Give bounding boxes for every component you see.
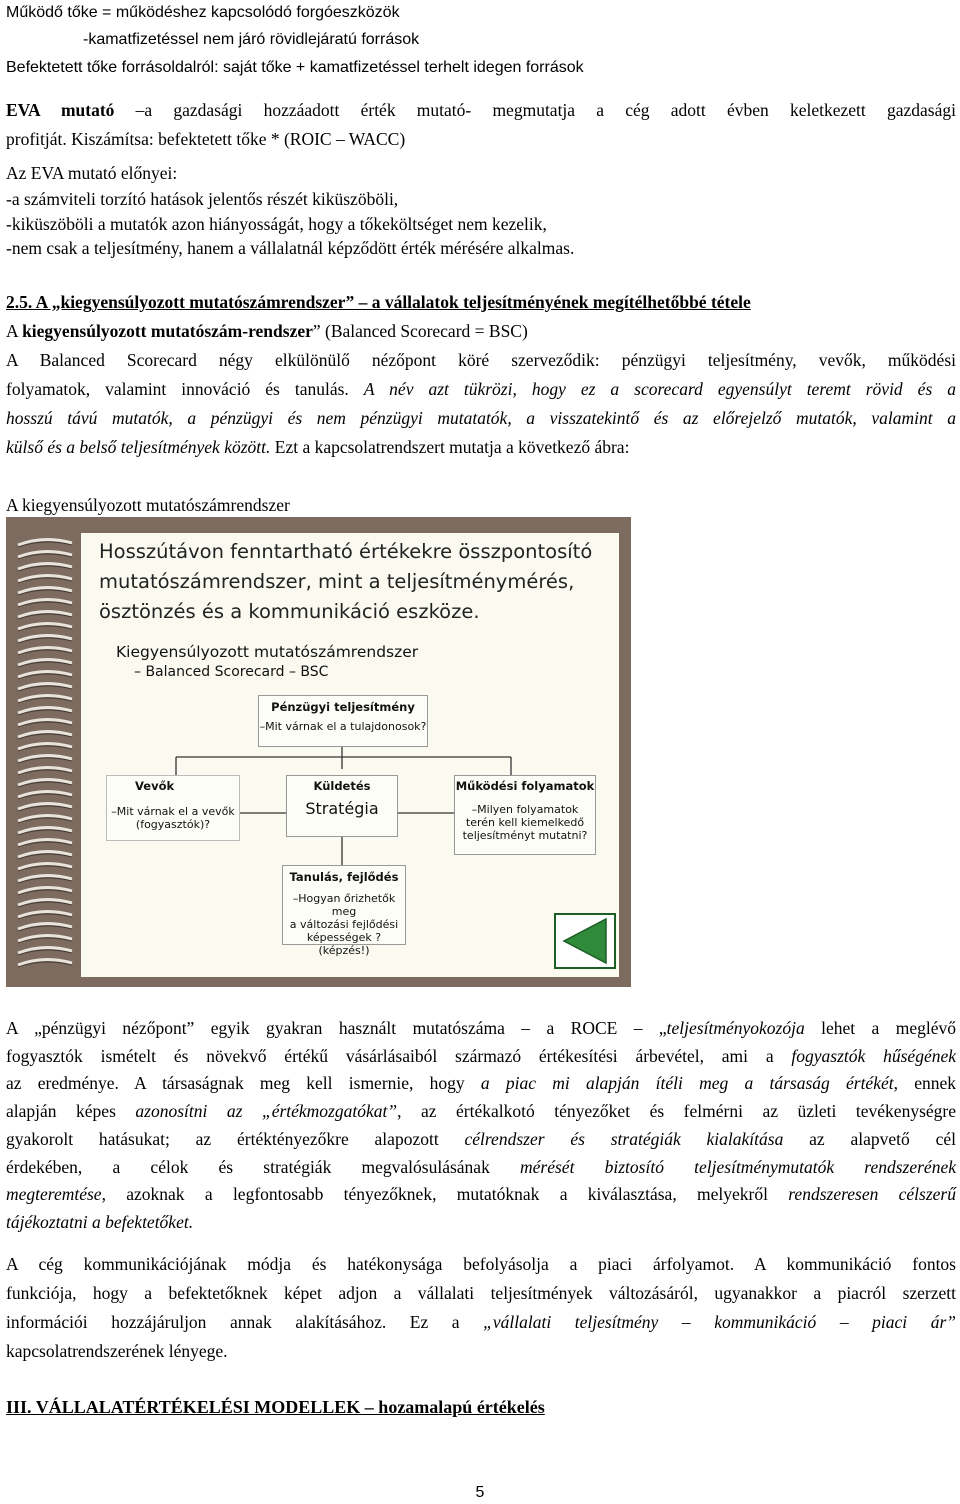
eva-advantage-2: -kiküszöböli a mutatók azon hiányosságát, hogy a tőkeköltséget nem kezelik,	[6, 214, 547, 234]
comm-3b: „vállalati teljesítmény – kommunikáció – piaci ár”	[483, 1312, 956, 1332]
comm-line-2: funkciója, hogy a befektetőknek képet adjon a vállalati teljesítmények változásáról, ugyanakkor a piacról szerzett	[6, 1283, 956, 1303]
pc-line-6	[6, 1156, 956, 1178]
pc-2b: fogyasztók hűségének	[791, 1046, 957, 1066]
comm-line-4: kapcsolatrendszerének lényege.	[6, 1341, 228, 1361]
learning-heading: Tanulás, fejlődés	[289, 870, 399, 884]
customer-question-2: (fogyasztók)?	[135, 818, 211, 831]
pc-3b: a piac mi alapján ítéli meg a társaság értékét	[480, 1073, 894, 1093]
pc-1c: lehet a meglévő	[804, 1018, 956, 1038]
process-question-2: terén kell kiemelkedő	[465, 816, 585, 829]
pc-line-8: tájékoztatni a befektetőket.	[6, 1212, 194, 1232]
process-heading: Működési folyamatok	[455, 779, 595, 793]
pc-7c: rendszeresen célszerű	[788, 1184, 956, 1204]
bsc-def-a: A	[6, 321, 23, 341]
eva-profit: profitját.	[6, 129, 67, 149]
bsc-def-c: ” (Balanced Scorecard = BSC)	[312, 321, 528, 341]
pc-line-2	[6, 1045, 956, 1067]
pc-line-7	[6, 1183, 956, 1205]
pc-line-5	[6, 1128, 956, 1150]
slide-title-line-2: mutatószámrendszer, mint a teljesítménymérés,	[99, 570, 575, 593]
slide-subtitle: Kiegyensúlyozott mutatószámrendszer	[116, 643, 419, 661]
pc-2a: fogyasztók ismételt és növekvő értékű vásárlásaiból származó értékesítési árbevétel, ami a	[6, 1046, 792, 1066]
comm-3a: információi hozzájáruljon annak alakításához. Ez a	[6, 1312, 484, 1332]
chapter-heading: III. VÁLLALATÉRTÉKELÉSI MODELLEK – hozamalapú értékelés	[6, 1397, 545, 1417]
intro-line-1: Működő tőke = működéshez kapcsolódó forgóeszközök	[6, 4, 400, 21]
pc-3a: az eredménye. A társaságnak meg kell ismernie, hogy	[6, 1073, 481, 1093]
bsc-def-term: kiegyensúlyozott mutatószám-rendszer	[22, 321, 313, 341]
pc-6a: érdekében, a célok és stratégiák megvalósulásának	[6, 1157, 521, 1177]
eva-formula: Kiszámítsa: befektetett tőke * (ROIC – WACC)	[66, 129, 406, 149]
figure-caption: A kiegyensúlyozott mutatószámrendszer	[6, 495, 290, 515]
pc-line-1	[6, 1017, 956, 1039]
financial-heading: Pénzügyi teljesítmény	[271, 700, 415, 714]
pc-7b: , azoknak a legfontosabb tényezőknek, mutatóknak a kiválasztása, melyekről	[101, 1184, 789, 1204]
slide-back-arrow-icon[interactable]	[554, 913, 616, 969]
eva-rest: –a gazdasági hozzáadott érték mutató- megmutatja a cég adott évben keletkezett gazdasági	[114, 100, 956, 120]
bsc-para-line-1: A Balanced Scorecard négy elkülönülő nézőpont köré szerveződik: pénzügyi teljesítmény, vevők, működési	[6, 350, 956, 370]
slide-subtitle-2: – Balanced Scorecard – BSC	[134, 664, 329, 680]
bsc-para-line-2	[6, 378, 956, 400]
pc-line-4	[6, 1100, 956, 1122]
pc-5a: gyakorolt hatásukat; az értéktényezőkre alapozott	[6, 1129, 465, 1149]
bsc-para-4a: külső és a belső teljesítmények között.	[6, 437, 271, 457]
page-number: 5	[475, 1484, 485, 1501]
pc-4c: , az értékalkotó tényezőket és felmérni az üzleti tevékenységre	[397, 1101, 956, 1121]
pc-7a: megteremtése	[6, 1184, 102, 1204]
bsc-para-2a: folyamatok, valamint innováció és tanulás.	[6, 379, 364, 399]
learning-perspective-box	[282, 865, 406, 957]
intro-line-3: Befektetett tőke forrásoldalról: saját tőke + kamatfizetéssel terhelt idegen források	[6, 59, 584, 76]
pc-line-3	[6, 1072, 956, 1094]
customer-perspective-box	[106, 775, 240, 841]
process-perspective-box	[454, 775, 596, 855]
financial-perspective-box	[258, 695, 428, 747]
bsc-para-line-3: hosszú távú mutatók, a pénzügyi és nem pénzügyi mutatatók, a visszatekintő és az előrejelző mutatók, valamint a	[6, 408, 956, 428]
pc-5c: az alapvető cél	[783, 1129, 956, 1149]
bsc-para-4b: Ezt a kapcsolatrendszert mutatja a következő ábra:	[270, 437, 630, 457]
process-question-3: teljesítményt mutatni?	[462, 829, 588, 842]
learning-question-1: –Hogyan őrizhetők meg	[292, 892, 396, 918]
learning-question-2: a változási fejlődési	[289, 918, 399, 931]
pc-5b: célrendszer és stratégiák kialakítása	[464, 1129, 784, 1149]
section-heading: 2.5. A „kiegyensúlyozott mutatószámrendszer” – a vállalatok teljesítményének megítélhetőbbé tétele	[6, 292, 751, 312]
pc-4b: azonosítni az „értékmozgatókat”	[135, 1101, 398, 1121]
strategy-label: Stratégia	[305, 799, 379, 818]
bsc-para-line-4	[6, 436, 629, 458]
eva-advantages-title: Az EVA mutató előnyei:	[6, 163, 178, 183]
eva-line-2	[6, 128, 405, 150]
mission-heading: Küldetés	[313, 779, 371, 793]
comm-line-1: A cég kommunikációjának módja és hatékonysága befolyásolja a piaci árfolyamot. A kommunikáció fontos	[6, 1254, 956, 1274]
customer-question-1: –Mit várnak el a vevők	[111, 805, 235, 818]
pc-6b: mérését biztosító teljesítménymutatók rendszerének	[520, 1157, 956, 1177]
mission-strategy-box	[286, 775, 398, 837]
pc-4a: alapján képes	[6, 1101, 136, 1121]
bsc-definition	[6, 320, 528, 342]
learning-question-3: képességek ?(képzés!)	[306, 931, 382, 957]
comm-line-3	[6, 1311, 956, 1333]
process-question-1: –Milyen folyamatok	[471, 803, 579, 816]
eva-advantage-1: -a számviteli torzító hatások jelentős részét kiküszöböli,	[6, 189, 399, 209]
intro-line-2: -kamatfizetéssel nem járó rövidlejáratú források	[83, 31, 420, 48]
slide-title-line-1: Hosszútávon fenntartható értékekre összpontosító	[99, 540, 593, 563]
bsc-slide-figure	[6, 517, 631, 987]
eva-advantage-3: -nem csak a teljesítmény, hanem a vállalatnál képződött érték mérésére alkalmas.	[6, 238, 575, 258]
bsc-para-2b: A név azt tükrözi, hogy ez a scorecard egyensúlyt teremt rövid és a	[363, 379, 956, 399]
pc-1a: A „pénzügyi nézőpont” egyik gyakran használt mutatószáma – a ROCE – „	[6, 1018, 667, 1038]
pc-3c: , ennek	[893, 1073, 957, 1093]
customer-heading: Vevők	[135, 779, 175, 793]
eva-line-1	[6, 99, 956, 121]
financial-question: –Mit várnak el a tulajdonosok?	[259, 720, 427, 733]
slide-title-line-3: ösztönzés és a kommunikáció eszköze.	[99, 600, 480, 623]
pc-1b: teljesítményokozója	[666, 1018, 805, 1038]
eva-lead: EVA mutató	[6, 100, 115, 120]
